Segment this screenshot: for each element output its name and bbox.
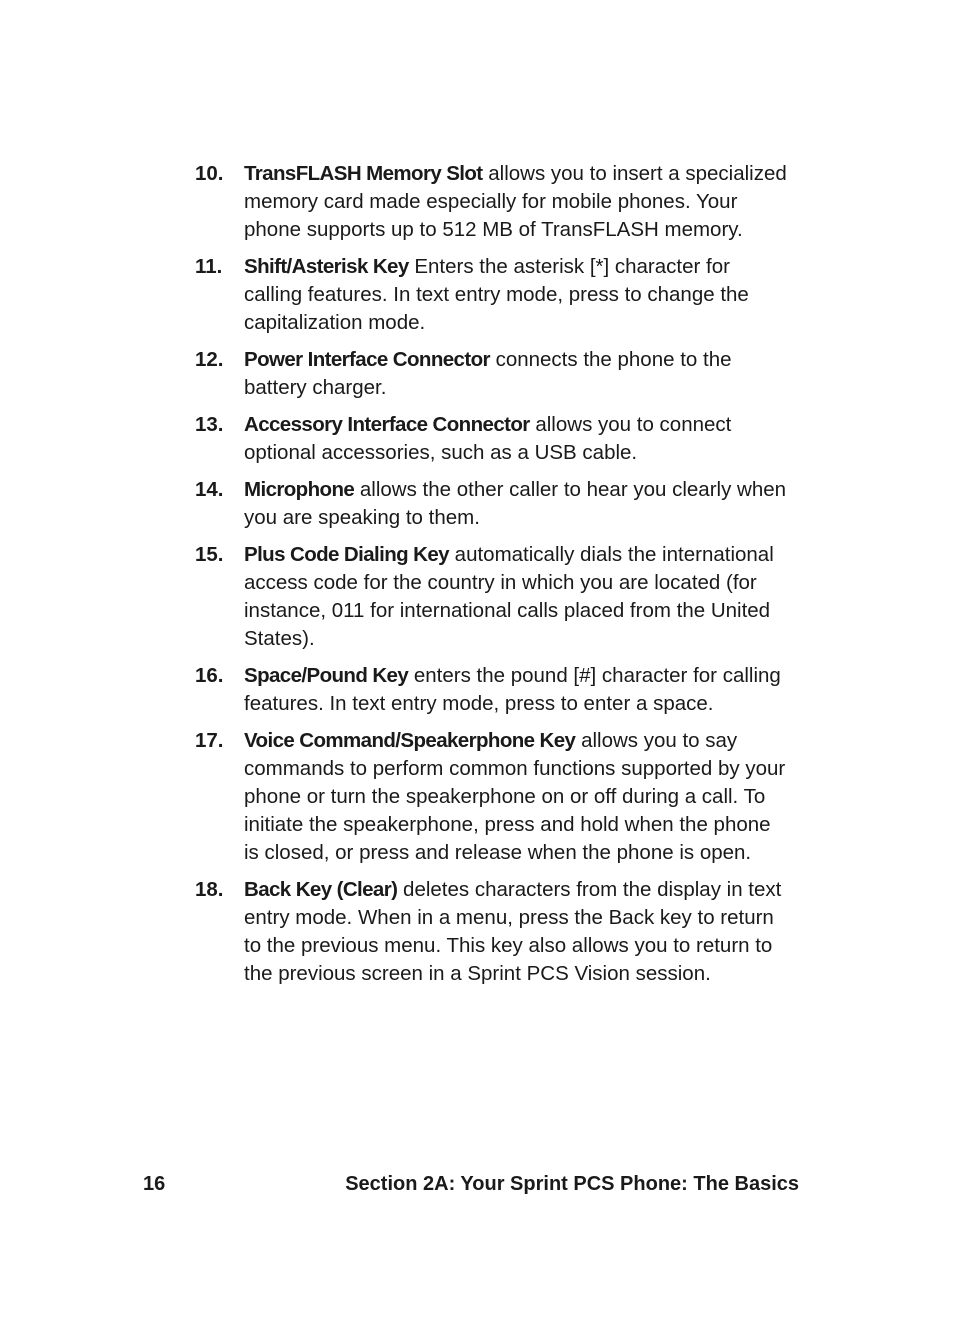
item-number: 17. xyxy=(195,729,224,752)
item-term: Plus Code Dialing Key xyxy=(244,543,449,566)
item-term: Accessory Interface Connector xyxy=(244,413,530,436)
item-term: TransFLASH Memory Slot xyxy=(244,162,483,185)
item-number: 15. xyxy=(195,543,224,566)
item-text: allows you to say commands to perform common functions supported by your phone or turn the speakerphone on or off during a call. To initiate the speakerphone, press and hold when the phone is closed, or press and release when the phone is open. xyxy=(244,729,786,864)
item-number: 16. xyxy=(195,664,224,687)
item-description xyxy=(244,411,790,467)
item-description xyxy=(244,253,790,337)
item-description xyxy=(244,541,790,653)
item-description xyxy=(244,476,790,532)
item-text: allows you to insert a specialized memory card made especially for mobile phones. Your phone supports up to 512 MB of TransFLASH memory. xyxy=(244,162,787,241)
item-number: 10. xyxy=(195,162,224,185)
item-term: Back Key (Clear) xyxy=(244,878,398,901)
list-item xyxy=(195,876,790,988)
list-item xyxy=(195,727,790,867)
list-item xyxy=(195,662,790,718)
item-text: enters the pound [#] character for calling features. In text entry mode, press to enter a space. xyxy=(244,664,781,715)
item-term: Space/Pound Key xyxy=(244,664,409,687)
item-term: Microphone xyxy=(244,478,355,501)
item-description xyxy=(244,727,790,867)
item-term: Voice Command/Speakerphone Key xyxy=(244,729,576,752)
page-number: 16 xyxy=(143,1173,166,1195)
list-item xyxy=(195,253,790,337)
feature-list xyxy=(195,160,790,997)
list-item xyxy=(195,476,790,532)
item-number: 14. xyxy=(195,478,224,501)
item-description xyxy=(244,662,790,718)
item-term: Shift/Asterisk Key xyxy=(244,255,409,278)
item-text: allows you to connect optional accessories, such as a USB cable. xyxy=(244,413,732,464)
item-description xyxy=(244,346,790,402)
item-description xyxy=(244,160,790,244)
item-number: 11. xyxy=(195,255,223,278)
item-text: deletes characters from the display in text entry mode. When in a menu, press the Back key to return to the previous menu. This key also allows you to return to the previous screen in a Sprint PCS Vision session. xyxy=(244,878,782,985)
list-item xyxy=(195,346,790,402)
item-number: 18. xyxy=(195,878,224,901)
item-number: 12. xyxy=(195,348,224,371)
item-text: allows the other caller to hear you clearly when you are speaking to them. xyxy=(244,478,787,529)
item-text: connects the phone to the battery charger. xyxy=(244,348,732,399)
section-title: Section 2A: Your Sprint PCS Phone: The Basics xyxy=(345,1173,799,1195)
item-term: Power Interface Connector xyxy=(244,348,490,371)
list-item xyxy=(195,541,790,653)
item-text: Enters the asterisk [*] character for calling features. In text entry mode, press to change the capitalization mode. xyxy=(244,255,749,334)
item-text: automatically dials the international access code for the country in which you are located (for instance, 011 for international calls placed from the United States). xyxy=(244,543,774,650)
item-number: 13. xyxy=(195,413,224,436)
list-item xyxy=(195,411,790,467)
item-description xyxy=(244,876,790,988)
list-item xyxy=(195,160,790,244)
